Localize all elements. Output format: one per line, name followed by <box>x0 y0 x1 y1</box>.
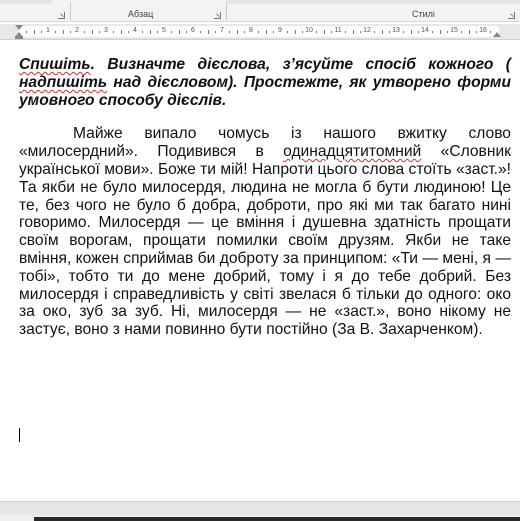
ruler-tick <box>447 31 448 33</box>
task-text-2: над дієсловом). Простежте, як утворено форми умовного способу дієслів. <box>19 73 511 109</box>
ribbon-groups-strip <box>0 0 520 22</box>
ruler-tick <box>229 31 230 33</box>
ruler-tick <box>374 31 375 33</box>
ruler-number: 4 <box>133 27 137 34</box>
ruler-tick <box>157 31 158 33</box>
ruler-number: 7 <box>220 27 224 34</box>
ruler-number: 12 <box>363 27 371 34</box>
paragraph-text-2: «Словник української мови». Боже ти мій! Напроти цього слова стоїть «заст.»! Та якби не було милосердя, людина не могла б бути людиною! Це те, без чого не було б добра, доброти, про які ми так багато нині говоримо. Милосердя — це вміння і душевна здатність прощати своїм ворогам, прощати помилки своїм друзям. Якби не таке вміння, кожен сприймав би доброту за принципом: «Ти — мені, я — тобі», тобто ти до мене добрий, тому і я до тебе добрий. Без милосердя і справедливість у світі звелася б тільки до одного: око за око, зуб за зуб. Ні, милосердя — не «заст.», воно нікому не застує, воно з нами повинно бути постійно (За В. Захарченком). <box>19 143 511 339</box>
ruler-tick <box>208 30 209 34</box>
ruler-tick <box>34 30 35 34</box>
ruler-number: 2 <box>75 27 79 34</box>
ruler-tick <box>70 31 71 33</box>
ruler-tick <box>237 30 238 34</box>
ruler-tick <box>389 31 390 33</box>
taskbar-strip <box>34 517 520 521</box>
ruler-tick <box>244 31 245 33</box>
task-word-nadpyshit: надпишіть <box>19 73 108 91</box>
paragraph-dialog-launcher-icon[interactable] <box>214 12 221 19</box>
ruler-tick <box>266 30 267 34</box>
ruler-tick <box>403 31 404 33</box>
ruler-number: 8 <box>249 27 253 34</box>
ruler-tick <box>432 31 433 33</box>
ruler-tick <box>287 31 288 33</box>
ruler-number: 6 <box>191 27 195 34</box>
ruler-tick <box>331 31 332 33</box>
paragraph-misspelled-word: одинадцятитомний <box>283 143 422 161</box>
ruler-tick <box>345 31 346 33</box>
ruler-number: 5 <box>162 27 166 34</box>
font-dialog-launcher-icon[interactable] <box>58 12 65 19</box>
text-cursor <box>19 428 20 442</box>
ribbon-separator <box>226 2 227 20</box>
ruler-tick <box>469 30 470 34</box>
ruler-tick <box>26 31 27 33</box>
text-paragraph <box>19 125 511 339</box>
ruler-tick <box>179 30 180 34</box>
ribbon-separator <box>70 2 71 20</box>
ruler-tick <box>411 30 412 34</box>
ruler-tick <box>121 30 122 34</box>
ruler-tick <box>150 30 151 34</box>
ruler-number: 13 <box>392 27 400 34</box>
ruler-tick <box>476 31 477 33</box>
ruler-number: 16 <box>479 27 487 34</box>
ruler-tick <box>186 31 187 33</box>
document-body[interactable] <box>19 56 511 339</box>
ruler-tick <box>461 31 462 33</box>
task-instruction <box>19 56 511 109</box>
ruler-tick <box>273 31 274 33</box>
styles-dialog-launcher-icon[interactable] <box>508 12 515 19</box>
ruler-tick <box>128 31 129 33</box>
first-line-indent-marker-icon[interactable] <box>15 25 23 30</box>
horizontal-ruler[interactable] <box>0 24 520 40</box>
ruler-tick <box>92 30 93 34</box>
ruler-tick <box>142 31 143 33</box>
ruler-tick <box>316 31 317 33</box>
ruler-number: 3 <box>104 27 108 34</box>
ribbon-group-styles-label: Стилі <box>412 9 435 19</box>
task-text-1: . Визначте дієслова, з’ясуйте спосіб кожного ( <box>90 56 511 73</box>
ruler-tick <box>171 31 172 33</box>
task-word-spyshit: Спишіть <box>19 56 91 73</box>
ruler-number: 10 <box>305 27 313 34</box>
ribbon-group-paragraph-label: Абзац <box>128 9 154 19</box>
ruler-tick <box>63 30 64 34</box>
ruler-number: 15 <box>450 27 458 34</box>
ruler-tick <box>440 30 441 34</box>
ribbon-top-edge <box>0 0 52 4</box>
ruler-tick <box>215 31 216 33</box>
ruler-number: 9 <box>278 27 282 34</box>
ruler-tick <box>360 31 361 33</box>
ruler-tick <box>490 31 491 33</box>
ruler-number: 14 <box>421 27 429 34</box>
ruler-tick <box>295 30 296 34</box>
ruler-tick <box>99 31 100 33</box>
right-indent-marker-icon[interactable] <box>493 32 501 37</box>
ruler-number: 11 <box>334 27 342 34</box>
ruler-tick <box>353 30 354 34</box>
ruler-tick <box>418 31 419 33</box>
ribbon-top-edge <box>228 0 520 4</box>
paragraph-text-1: Майже випало чомусь із нашого вжитку слово «милосердний». Подивився в <box>19 125 511 161</box>
ruler-tick <box>113 31 114 33</box>
ruler-tick <box>324 30 325 34</box>
taskbar-edge <box>0 515 520 521</box>
ruler-tick <box>55 31 56 33</box>
ruler-number: 1 <box>46 27 50 34</box>
ruler-tick <box>302 31 303 33</box>
ruler-tick <box>200 31 201 33</box>
ruler-tick <box>41 31 42 33</box>
ruler-tick <box>84 31 85 33</box>
ruler-tick <box>258 31 259 33</box>
left-indent-marker-icon[interactable] <box>15 36 23 39</box>
ruler-tick <box>382 30 383 34</box>
